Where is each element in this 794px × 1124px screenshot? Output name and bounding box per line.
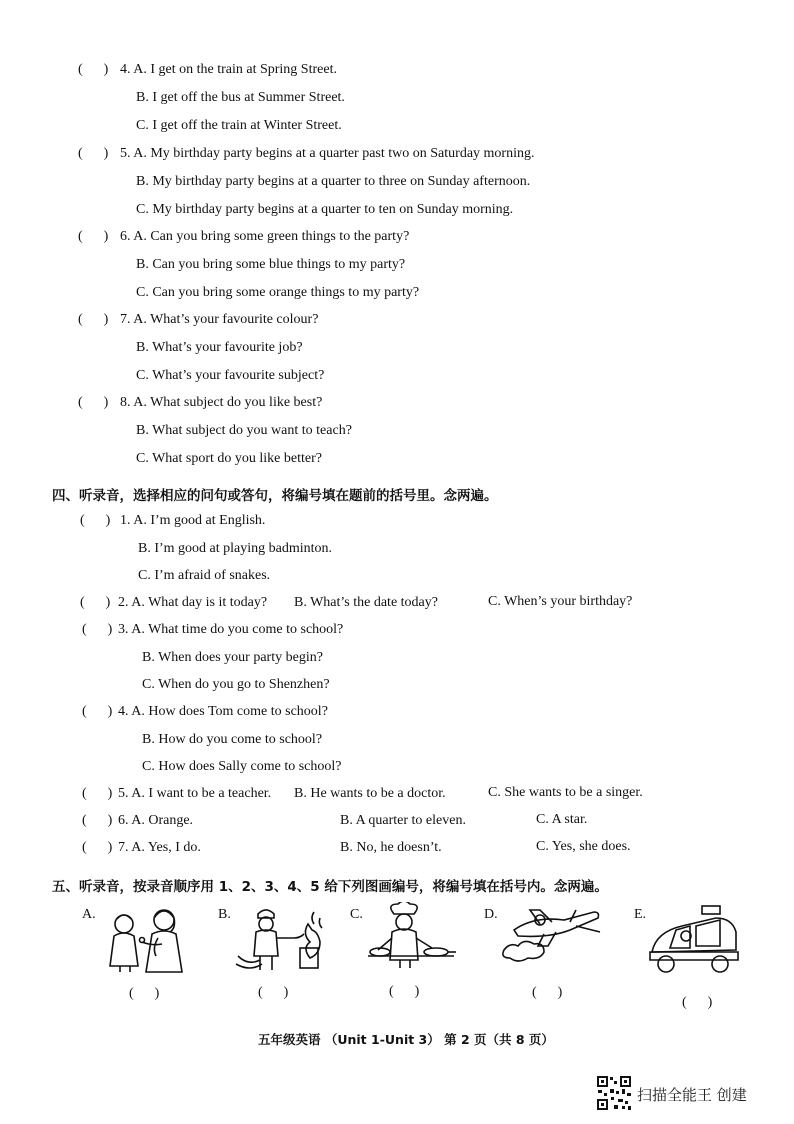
option-b: B. Can you bring some blue things to my party?: [136, 257, 406, 272]
answer-blank[interactable]: ( ): [78, 62, 109, 77]
option-a: 6. A. Orange.: [118, 813, 194, 828]
answer-blank[interactable]: ( ): [80, 595, 111, 610]
option-b: B. What subject do you want to teach?: [136, 423, 352, 438]
option-c: C. She wants to be a singer.: [488, 785, 643, 800]
firefighter-icon: [234, 904, 326, 974]
option-b: B. What’s the date today?: [294, 595, 438, 610]
option-a: 6. A. Can you bring some green things to the party?: [120, 229, 410, 244]
picture-e-blank[interactable]: ( ): [682, 995, 713, 1010]
pilot-plane-icon: [500, 900, 604, 966]
answer-blank[interactable]: ( ): [82, 704, 113, 719]
option-b: B. He wants to be a doctor.: [294, 786, 446, 801]
answer-blank[interactable]: ( ): [78, 395, 109, 410]
picture-a-letter: A.: [82, 907, 96, 922]
option-c: C. What’s your favourite subject?: [136, 368, 325, 383]
answer-blank[interactable]: ( ): [78, 229, 109, 244]
answer-blank[interactable]: ( ): [78, 312, 109, 327]
option-b: B. What’s your favourite job?: [136, 340, 303, 355]
picture-b-blank[interactable]: ( ): [258, 985, 289, 1000]
answer-blank[interactable]: ( ): [80, 513, 111, 528]
picture-c-letter: C.: [350, 907, 363, 922]
option-a: 4. A. I get on the train at Spring Street.: [120, 62, 337, 77]
option-b: B. I’m good at playing badminton.: [138, 541, 333, 556]
option-b: B. I get off the bus at Summer Street.: [136, 90, 345, 105]
option-a: 5. A. My birthday party begins at a quarter past two on Saturday morning.: [120, 146, 535, 161]
option-b: B. No, he doesn’t.: [340, 840, 442, 855]
answer-blank[interactable]: ( ): [82, 813, 113, 828]
option-c: C. I get off the train at Winter Street.: [136, 118, 342, 133]
option-c: C. How does Sally come to school?: [142, 759, 342, 774]
section-5-heading: 五、听录音，按录音顺序用 1、2、3、4、5 给下列图画编号，将编号填在括号内。念两遍。: [52, 879, 608, 895]
option-a: 1. A. I’m good at English.: [120, 513, 266, 528]
answer-blank[interactable]: ( ): [78, 146, 109, 161]
picture-e-letter: E.: [634, 907, 647, 922]
picture-c-blank[interactable]: ( ): [389, 984, 420, 999]
answer-blank[interactable]: ( ): [82, 840, 113, 855]
picture-d-letter: D.: [484, 907, 498, 922]
option-b: B. My birthday party begins at a quarter to three on Sunday afternoon.: [136, 174, 531, 189]
picture-d-blank[interactable]: ( ): [532, 985, 563, 1000]
option-a: 7. A. Yes, I do.: [118, 840, 201, 855]
option-a: 2. A. What day is it today?: [118, 595, 268, 610]
option-c: C. When do you go to Shenzhen?: [142, 677, 330, 692]
option-a: 4. A. How does Tom come to school?: [118, 704, 328, 719]
option-c: C. My birthday party begins at a quarter to ten on Sunday morning.: [136, 202, 514, 217]
option-c: C. Yes, she does.: [536, 839, 631, 854]
watermark-text: 扫描全能王 创建: [637, 1086, 747, 1104]
section-4-heading: 四、听录音，选择相应的问句或答句，将编号填在题前的括号里。念两遍。: [52, 488, 498, 504]
option-c: C. What sport do you like better?: [136, 451, 322, 466]
option-b: B. How do you come to school?: [142, 732, 323, 747]
option-b: B. When does your party begin?: [142, 650, 323, 665]
option-a: 8. A. What subject do you like best?: [120, 395, 323, 410]
cook-icon: [364, 902, 458, 972]
picture-a-blank[interactable]: ( ): [129, 986, 160, 1001]
option-c: C. A star.: [536, 812, 588, 827]
option-c: C. Can you bring some orange things to my party?: [136, 285, 420, 300]
option-c: C. When’s your birthday?: [488, 594, 633, 609]
answer-blank[interactable]: ( ): [82, 622, 113, 637]
answer-blank[interactable]: ( ): [82, 786, 113, 801]
taxi-driver-icon: [646, 902, 742, 978]
option-b: B. A quarter to eleven.: [340, 813, 466, 828]
option-a: 7. A. What’s your favourite colour?: [120, 312, 319, 327]
doctor-patient-icon: [96, 904, 192, 974]
option-a: 5. A. I want to be a teacher.: [118, 786, 272, 801]
option-a: 3. A. What time do you come to school?: [118, 622, 344, 637]
page-footer: 五年级英语 （Unit 1-Unit 3） 第 2 页（共 8 页）: [258, 1032, 554, 1047]
qr-code-icon: [596, 1075, 632, 1111]
option-c: C. I’m afraid of snakes.: [138, 568, 271, 583]
picture-b-letter: B.: [218, 907, 231, 922]
